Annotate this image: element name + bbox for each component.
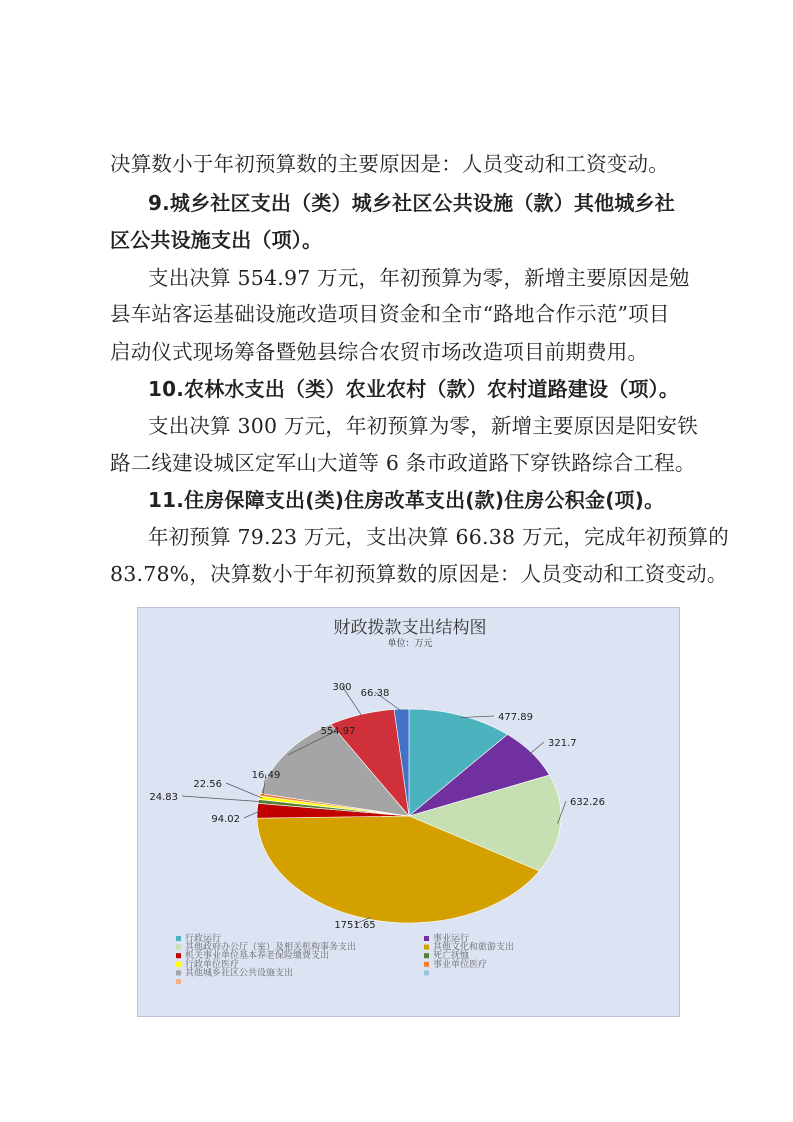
chart-legend [176,932,514,984]
data-label: 321.7 [548,738,577,749]
paragraph-line: 支出决算 300 万元，年初预算为零，新增主要原因是阳安铁 [148,414,698,438]
data-label: 66.38 [360,688,390,699]
legend-swatch [424,945,429,950]
data-label: 300 [332,682,352,693]
legend-label: 其他城乡社区公共设施支出 [185,968,294,979]
legend-label: 事业运行 [433,934,470,944]
pie-slices [257,709,561,923]
data-label: 24.83 [149,792,178,803]
paragraph-line: 决算数小于年初预算数的主要原因是：人员变动和工资变动。 [110,152,669,176]
legend-swatch [424,970,429,975]
paragraph-line: 路二线建设城区定军山大道等 6 条市政道路下穿铁路综合工程。 [110,451,696,475]
paragraph-line: 年初预算 79.23 万元，支出决算 66.38 万元，完成年初预算的 [148,525,729,549]
chart-subtitle: 单位：万元 [387,639,433,649]
paragraph-line: 县车站客运基础设施改造项目资金和全市“路地合作示范”项目 [110,302,670,326]
leader-line [529,742,544,754]
legend-label: 事业单位医疗 [433,959,488,970]
chart-title: 财政拨款支出结构图 [333,618,487,638]
legend-label: 机关事业单位基本养老保险缴费支出 [185,951,330,962]
paragraph-line: 支出决算 554.97 万元，年初预算为零，新增主要原因是勉 [148,266,690,290]
paragraph-line: 启动仪式现场筹备暨勉县综合农贸市场改造项目前期费用。 [110,340,649,364]
legend-swatch [424,936,429,941]
section-heading-line: 9.城乡社区支出（类）城乡社区公共设施（款）其他城乡社 [148,191,675,215]
leader-line [226,783,262,798]
data-label: 94.02 [211,814,240,825]
legend-swatch [424,962,429,967]
legend-swatch [176,979,181,984]
data-label: 16.49 [251,770,281,781]
data-label: 1751.65 [334,920,376,931]
legend-label: 行政运行 [185,934,222,944]
legend-swatch [176,970,181,975]
legend-label: 其他政府办公厅（室）及相关机构事务支出 [185,942,357,953]
legend-label: 行政单位医疗 [185,959,240,970]
legend-label: 其他文化和旅游支出 [433,942,515,953]
legend-swatch [424,953,429,958]
expenditure-pie-chart [137,607,680,1017]
legend-swatch [176,945,181,950]
legend-swatch [176,962,181,967]
legend-label: 死亡抚恤 [433,951,470,962]
leader-line [182,796,261,802]
section-heading-line: 11.住房保障支出(类)住房改革支出(款)住房公积金(项)。 [148,488,665,512]
section-heading-line: 10.农林水支出（类）农业农村（款）农村道路建设（项）。 [148,377,680,401]
data-label: 22.56 [193,779,222,790]
data-label: 477.89 [498,712,533,723]
legend-swatch [176,953,181,958]
section-heading-line: 区公共设施支出（项）。 [110,228,323,252]
paragraph-line: 83.78%，决算数小于年初预算数的原因是：人员变动和工资变动。 [110,562,728,586]
legend-swatch [176,936,181,941]
data-label: 554.97 [320,726,356,737]
data-label: 632.26 [570,797,605,808]
chart-canvas [138,608,679,1016]
